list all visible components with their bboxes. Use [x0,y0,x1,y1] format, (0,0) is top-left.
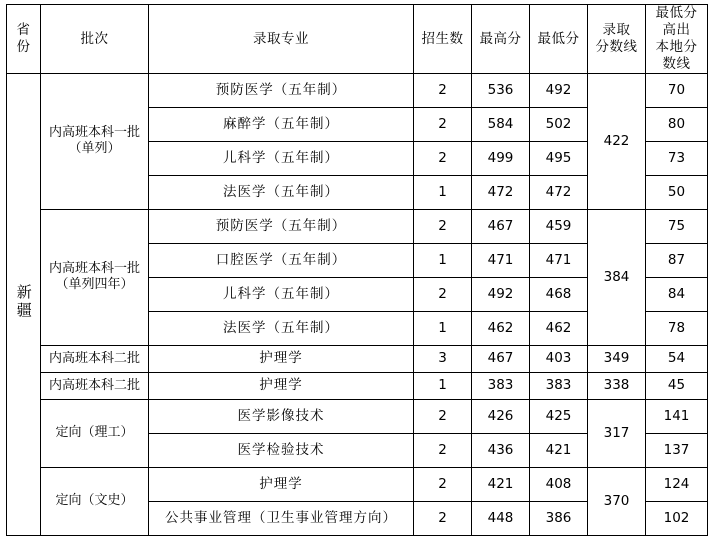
batch-cell [41,399,149,467]
score-diff-cell: 141 [646,399,708,433]
header-score-diff-line-2: 高出 [662,21,691,38]
plan-cell: 2 [414,501,472,535]
low-score-cell: 403 [530,345,588,372]
score-diff-cell: 124 [646,467,708,501]
low-score-cell: 471 [530,243,588,277]
low-score-cell: 421 [530,433,588,467]
low-score-cell: 462 [530,311,588,345]
major-cell: 口腔医学（五年制） [149,243,414,277]
batch-label-line-1: 内高班本科二批 [48,377,140,393]
score-diff-cell: 137 [646,433,708,467]
batch-cell [41,73,149,209]
batch-label-line-1: 定向（理工） [55,425,134,441]
admission-line-cell: 384 [588,209,646,345]
score-diff-cell: 75 [646,209,708,243]
batch-cell [41,209,149,345]
high-score-cell: 472 [472,175,530,209]
batch-label-line-2: （单列四年） [55,277,134,292]
high-score-cell: 471 [472,243,530,277]
score-diff-cell: 73 [646,141,708,175]
major-cell: 医学影像技术 [149,399,414,433]
admission-line-cell: 370 [588,467,646,535]
major-cell: 医学检验技术 [149,433,414,467]
plan-cell: 1 [414,243,472,277]
major-cell: 预防医学（五年制） [149,209,414,243]
score-diff-cell: 54 [646,345,708,372]
low-score-cell: 408 [530,467,588,501]
score-diff-cell: 50 [646,175,708,209]
plan-cell: 3 [414,345,472,372]
plan-cell: 1 [414,311,472,345]
major-cell: 儿科学（五年制） [149,141,414,175]
header-admission-line-1: 录取 [602,21,631,38]
header-province [7,5,41,74]
header-province-line-1: 省 [16,21,31,38]
batch-label-line-2: （单列） [68,141,121,156]
major-cell: 麻醉学（五年制） [149,107,414,141]
header-highest-score: 最高分 [472,5,530,74]
high-score-cell: 467 [472,345,530,372]
header-row [7,5,708,74]
major-cell: 护理学 [149,372,414,399]
major-cell: 公共事业管理（卫生事业管理方向） [149,501,414,535]
major-cell: 护理学 [149,467,414,501]
high-score-cell: 492 [472,277,530,311]
table-row [7,399,708,433]
plan-cell: 2 [414,107,472,141]
plan-cell: 2 [414,467,472,501]
low-score-cell: 492 [530,73,588,107]
high-score-cell: 448 [472,501,530,535]
table-row [7,372,708,399]
low-score-cell: 468 [530,277,588,311]
header-batch: 批次 [41,5,149,74]
header-score-diff [646,5,708,74]
plan-cell: 2 [414,73,472,107]
header-plan-count: 招生数 [414,5,472,74]
major-cell: 护理学 [149,345,414,372]
score-diff-cell: 87 [646,243,708,277]
admission-line-cell: 349 [588,345,646,372]
high-score-cell: 426 [472,399,530,433]
table-row [7,209,708,243]
major-cell: 儿科学（五年制） [149,277,414,311]
admission-line-cell: 338 [588,372,646,399]
batch-label-line-1: 内高班本科二批 [48,350,140,366]
admission-line-cell: 317 [588,399,646,467]
score-diff-cell: 80 [646,107,708,141]
low-score-cell: 386 [530,501,588,535]
province-cell [7,73,41,535]
high-score-cell: 436 [472,433,530,467]
header-lowest-score: 最低分 [530,5,588,74]
header-score-diff-line-4: 数线 [662,55,691,72]
plan-cell: 2 [414,399,472,433]
high-score-cell: 584 [472,107,530,141]
admission-line-cell: 422 [588,73,646,209]
batch-cell [41,372,149,399]
admission-score-table [6,4,708,536]
header-admission-line [588,5,646,74]
high-score-cell: 467 [472,209,530,243]
header-admission-line-2: 分数线 [595,38,638,55]
major-cell: 预防医学（五年制） [149,73,414,107]
batch-cell [41,467,149,535]
high-score-cell: 462 [472,311,530,345]
table-row [7,467,708,501]
batch-label-line-1: 定向（文史） [55,493,134,509]
table-row [7,73,708,107]
plan-cell: 2 [414,433,472,467]
high-score-cell: 383 [472,372,530,399]
table-body [7,73,708,535]
high-score-cell: 499 [472,141,530,175]
score-diff-cell: 84 [646,277,708,311]
low-score-cell: 459 [530,209,588,243]
plan-cell: 2 [414,141,472,175]
score-table-sheet [0,4,716,526]
low-score-cell: 472 [530,175,588,209]
high-score-cell: 536 [472,73,530,107]
plan-cell: 1 [414,175,472,209]
header-score-diff-line-3: 本地分 [655,38,698,55]
high-score-cell: 421 [472,467,530,501]
table-row [7,345,708,372]
batch-cell [41,345,149,372]
header-major: 录取专业 [149,5,414,74]
plan-cell: 2 [414,277,472,311]
batch-label-line-1: 内高班本科一批 [48,125,140,141]
province-label: 新疆 [14,283,33,320]
low-score-cell: 383 [530,372,588,399]
low-score-cell: 425 [530,399,588,433]
low-score-cell: 502 [530,107,588,141]
header-score-diff-line-1: 最低分 [655,5,698,21]
batch-label-line-1: 内高班本科一批 [48,261,140,277]
major-cell: 法医学（五年制） [149,175,414,209]
table-header [7,5,708,74]
plan-cell: 2 [414,209,472,243]
major-cell: 法医学（五年制） [149,311,414,345]
score-diff-cell: 78 [646,311,708,345]
score-diff-cell: 70 [646,73,708,107]
low-score-cell: 495 [530,141,588,175]
plan-cell: 1 [414,372,472,399]
score-diff-cell: 102 [646,501,708,535]
header-province-line-2: 份 [16,38,31,55]
score-diff-cell: 45 [646,372,708,399]
